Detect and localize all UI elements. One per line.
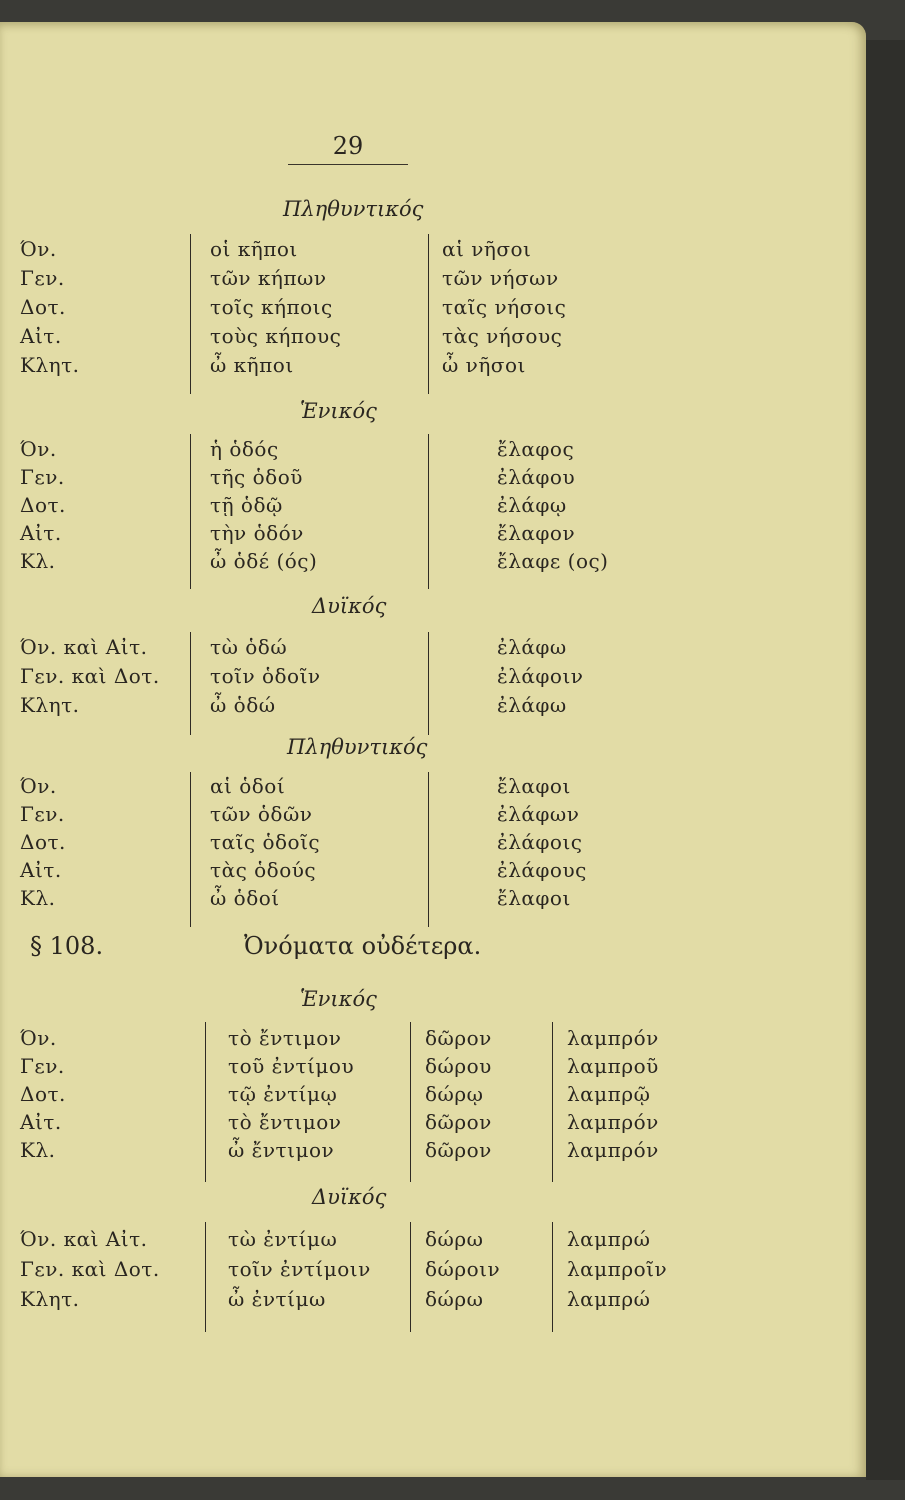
- declension-form: ἐλάφων: [497, 802, 580, 826]
- page-edge-background: [866, 40, 905, 1480]
- column-divider: [552, 1222, 553, 1332]
- page-number: 29: [332, 132, 364, 160]
- case-label: Αἰτ.: [20, 858, 62, 882]
- section-heading-singular: Ἑνικός: [300, 399, 377, 423]
- declension-form: τῶν νήσων: [442, 266, 559, 290]
- column-divider: [190, 632, 191, 735]
- declension-form: ὦ κῆποι: [210, 353, 294, 377]
- declension-form: ἐλάφου: [497, 465, 576, 489]
- case-label: Κλητ.: [20, 693, 80, 717]
- declension-form: τοῦ ἐντίμου: [228, 1054, 355, 1078]
- declension-form: τῶν κήπων: [210, 266, 327, 290]
- declension-form: ὦ ὁδέ (ός): [210, 549, 318, 573]
- declension-form: ἔλαφον: [497, 521, 576, 545]
- declension-form: τὰς νήσους: [442, 324, 563, 348]
- case-label: Γεν. καὶ Δοτ.: [20, 664, 160, 688]
- column-divider: [428, 234, 429, 394]
- declension-form: τῆς ὁδοῦ: [210, 465, 303, 489]
- neuter-heading-dual: Δυϊκός: [312, 1185, 387, 1209]
- declension-form: τὸ ἔντιμον: [228, 1110, 342, 1134]
- column-divider: [552, 1022, 553, 1182]
- declension-form: ταῖς ὁδοῖς: [210, 830, 321, 854]
- declension-form: δώρῳ: [425, 1082, 484, 1106]
- case-label: Όν.: [20, 437, 57, 461]
- column-divider: [428, 772, 429, 927]
- column-divider: [428, 632, 429, 735]
- declension-form: τὸ ἔντιμον: [228, 1026, 342, 1050]
- column-divider: [410, 1022, 411, 1182]
- declension-form: ὦ νῆσοι: [442, 353, 526, 377]
- declension-form: δώρω: [425, 1287, 484, 1311]
- declension-form: τοὺς κήπους: [210, 324, 342, 348]
- declension-form: δώρου: [425, 1054, 492, 1078]
- declension-form: λαμπρόν: [567, 1110, 659, 1134]
- column-divider: [190, 434, 191, 589]
- column-divider: [205, 1022, 206, 1182]
- declension-form: λαμπρῷ: [567, 1082, 651, 1106]
- case-label: Όν. καὶ Αἰτ.: [20, 1227, 148, 1251]
- declension-form: λαμπρόν: [567, 1026, 659, 1050]
- declension-form: ἔλαφε (ος): [497, 549, 609, 573]
- declension-form: τῇ ὁδῷ: [210, 493, 283, 517]
- case-label: Αἰτ.: [20, 324, 62, 348]
- column-divider: [190, 772, 191, 927]
- declension-form: δῶρον: [425, 1026, 492, 1050]
- declension-form: ὦ ὁδώ: [210, 693, 276, 717]
- declension-form: τοῖν ἐντίμοιν: [228, 1257, 371, 1281]
- case-label: Γεν.: [20, 465, 65, 489]
- column-divider: [205, 1222, 206, 1332]
- section-heading-plural-1: Πληθυντικός: [283, 197, 424, 221]
- declension-form: ἔλαφοι: [497, 774, 571, 798]
- section-heading-dual: Δυϊκός: [312, 594, 387, 618]
- declension-form: ὦ ὁδοί: [210, 886, 280, 910]
- declension-form: ὦ ἐντίμω: [228, 1287, 326, 1311]
- declension-form: τοῖς κήποις: [210, 295, 333, 319]
- declension-form: ἐλάφοις: [497, 830, 583, 854]
- section-number: § 108.: [30, 932, 104, 960]
- book-page: [0, 22, 866, 1477]
- case-label: Κλητ.: [20, 1287, 80, 1311]
- case-label: Όν. καὶ Αἰτ.: [20, 635, 148, 659]
- case-label: Κλ.: [20, 549, 56, 573]
- case-label: Όν.: [20, 774, 57, 798]
- declension-form: ἔλαφοι: [497, 886, 571, 910]
- case-label: Κλ.: [20, 886, 56, 910]
- declension-form: ἐλάφῳ: [497, 493, 567, 517]
- declension-form: λαμπρώ: [567, 1227, 651, 1251]
- declension-form: αἱ ὁδοί: [210, 774, 286, 798]
- case-label: Γεν.: [20, 1054, 65, 1078]
- case-label: Δοτ.: [20, 1082, 66, 1106]
- declension-form: αἱ νῆσοι: [442, 237, 532, 261]
- declension-form: ἔλαφος: [497, 437, 575, 461]
- declension-form: δώρω: [425, 1227, 484, 1251]
- declension-form: λαμπροῖν: [567, 1257, 668, 1281]
- section-heading-plural-2: Πληθυντικός: [287, 735, 428, 759]
- section-title: Ὀνόματα οὐδέτερα.: [244, 932, 482, 960]
- column-divider: [428, 434, 429, 589]
- declension-form: ἐλάφους: [497, 858, 587, 882]
- case-label: Κλητ.: [20, 353, 80, 377]
- case-label: Όν.: [20, 237, 57, 261]
- case-label: Όν.: [20, 1026, 57, 1050]
- declension-form: ὦ ἔντιμον: [228, 1138, 335, 1162]
- declension-form: ἐλάφοιν: [497, 664, 584, 688]
- declension-form: τὼ ἐντίμω: [228, 1227, 338, 1251]
- declension-form: οἱ κῆποι: [210, 237, 298, 261]
- case-label: Γεν.: [20, 266, 65, 290]
- declension-form: ἐλάφω: [497, 693, 567, 717]
- case-label: Κλ.: [20, 1138, 56, 1162]
- case-label: Γεν.: [20, 802, 65, 826]
- declension-form: δώροιν: [425, 1257, 501, 1281]
- column-divider: [410, 1222, 411, 1332]
- case-label: Δοτ.: [20, 295, 66, 319]
- declension-form: τοῖν ὁδοῖν: [210, 664, 321, 688]
- neuter-heading-singular: Ἑνικός: [300, 987, 377, 1011]
- declension-form: ἡ ὁδός: [210, 437, 279, 461]
- declension-form: τὴν ὁδόν: [210, 521, 304, 545]
- declension-form: λαμπρώ: [567, 1287, 651, 1311]
- declension-form: λαμπροῦ: [567, 1054, 659, 1078]
- case-label: Γεν. καὶ Δοτ.: [20, 1257, 160, 1281]
- case-label: Αἰτ.: [20, 521, 62, 545]
- case-label: Αἰτ.: [20, 1110, 62, 1134]
- case-label: Δοτ.: [20, 493, 66, 517]
- column-divider: [190, 234, 191, 394]
- page-number-rule: [288, 164, 408, 165]
- declension-form: τῶν ὁδῶν: [210, 802, 313, 826]
- declension-form: ἐλάφω: [497, 635, 567, 659]
- declension-form: λαμπρόν: [567, 1138, 659, 1162]
- declension-form: ταῖς νήσοις: [442, 295, 567, 319]
- declension-form: δῶρον: [425, 1110, 492, 1134]
- declension-form: τὼ ὁδώ: [210, 635, 288, 659]
- declension-form: τὰς ὁδούς: [210, 858, 317, 882]
- declension-form: τῷ ἐντίμῳ: [228, 1082, 338, 1106]
- declension-form: δῶρον: [425, 1138, 492, 1162]
- section-108-line: [30, 932, 630, 972]
- case-label: Δοτ.: [20, 830, 66, 854]
